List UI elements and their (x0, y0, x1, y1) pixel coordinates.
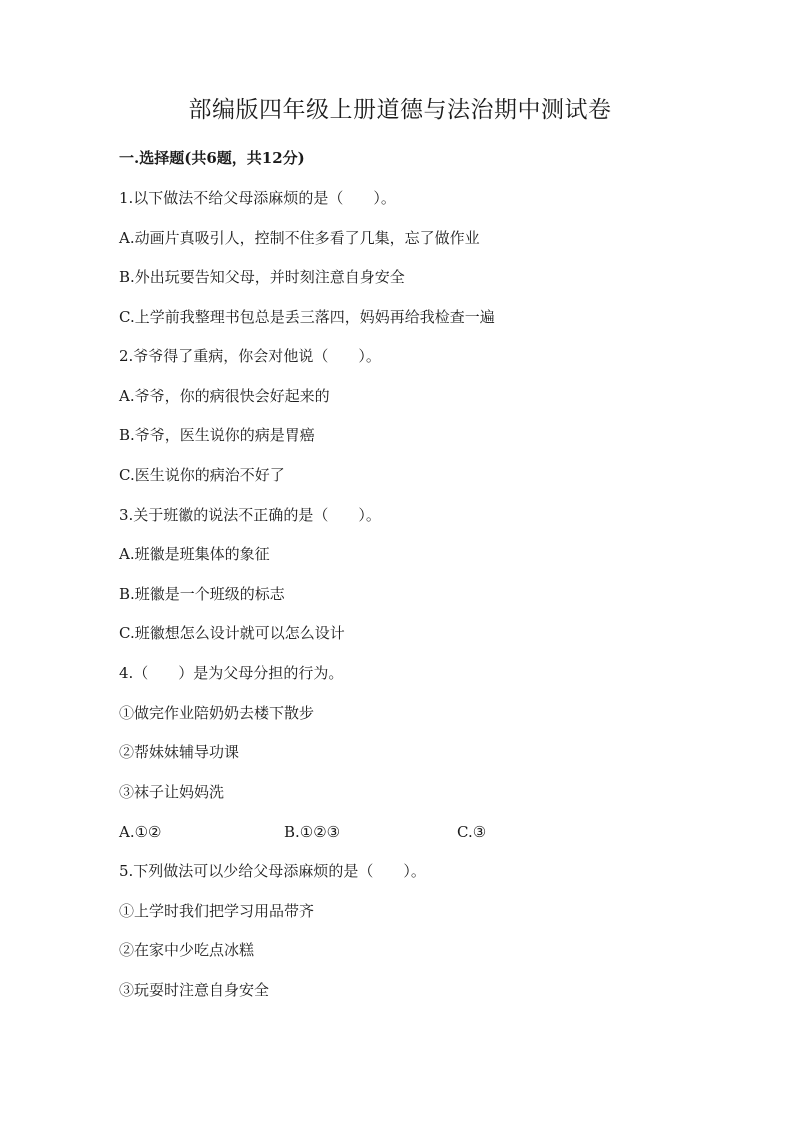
section-heading: 一.选择题(共6题，共12分) (119, 149, 305, 167)
question-1-stem: 1.以下做法不给父母添麻烦的是（ ）。 (119, 189, 396, 207)
question-2-option-a: A.爷爷，你的病很快会好起来的 (119, 387, 330, 405)
question-5-stem: 5.下列做法可以少给父母添麻烦的是（ ）。 (119, 862, 426, 880)
question-2-option-c: C.医生说你的病治不好了 (119, 466, 285, 484)
question-5-item-2: ②在家中少吃点冰糕 (119, 941, 255, 959)
question-1-option-b: B.外出玩要告知父母，并时刻注意自身安全 (119, 268, 405, 286)
question-5-item-3: ③玩耍时注意自身安全 (119, 981, 270, 999)
question-4-item-1: ①做完作业陪奶奶去楼下散步 (119, 704, 315, 722)
question-4-option-c: C.③ (457, 823, 487, 841)
question-2-option-b: B.爷爷，医生说你的病是胃癌 (119, 426, 315, 444)
question-4-item-2: ②帮妹妹辅导功课 (119, 743, 240, 761)
question-4-item-3: ③袜子让妈妈洗 (119, 783, 225, 801)
question-3-option-c: C.班徽想怎么设计就可以怎么设计 (119, 624, 345, 642)
question-4-stem: 4.（ ）是为父母分担的行为。 (119, 664, 344, 682)
question-5-item-1: ①上学时我们把学习用品带齐 (119, 902, 315, 920)
page-title: 部编版四年级上册道德与法治期中测试卷 (188, 97, 612, 123)
question-4-option-a: A.①② (119, 823, 162, 841)
question-1-option-a: A.动画片真吸引人，控制不住多看了几集，忘了做作业 (119, 229, 480, 247)
question-2-stem: 2.爷爷得了重病，你会对他说（ ）。 (119, 347, 381, 365)
question-4-option-b: B.①②③ (284, 823, 341, 841)
question-3-option-a: A.班徽是班集体的象征 (119, 545, 270, 563)
question-3-option-b: B.班徽是一个班级的标志 (119, 585, 285, 603)
question-3-stem: 3.关于班徽的说法不正确的是（ ）。 (119, 506, 381, 524)
question-1-option-c: C.上学前我整理书包总是丢三落四，妈妈再给我检查一遍 (119, 308, 495, 326)
